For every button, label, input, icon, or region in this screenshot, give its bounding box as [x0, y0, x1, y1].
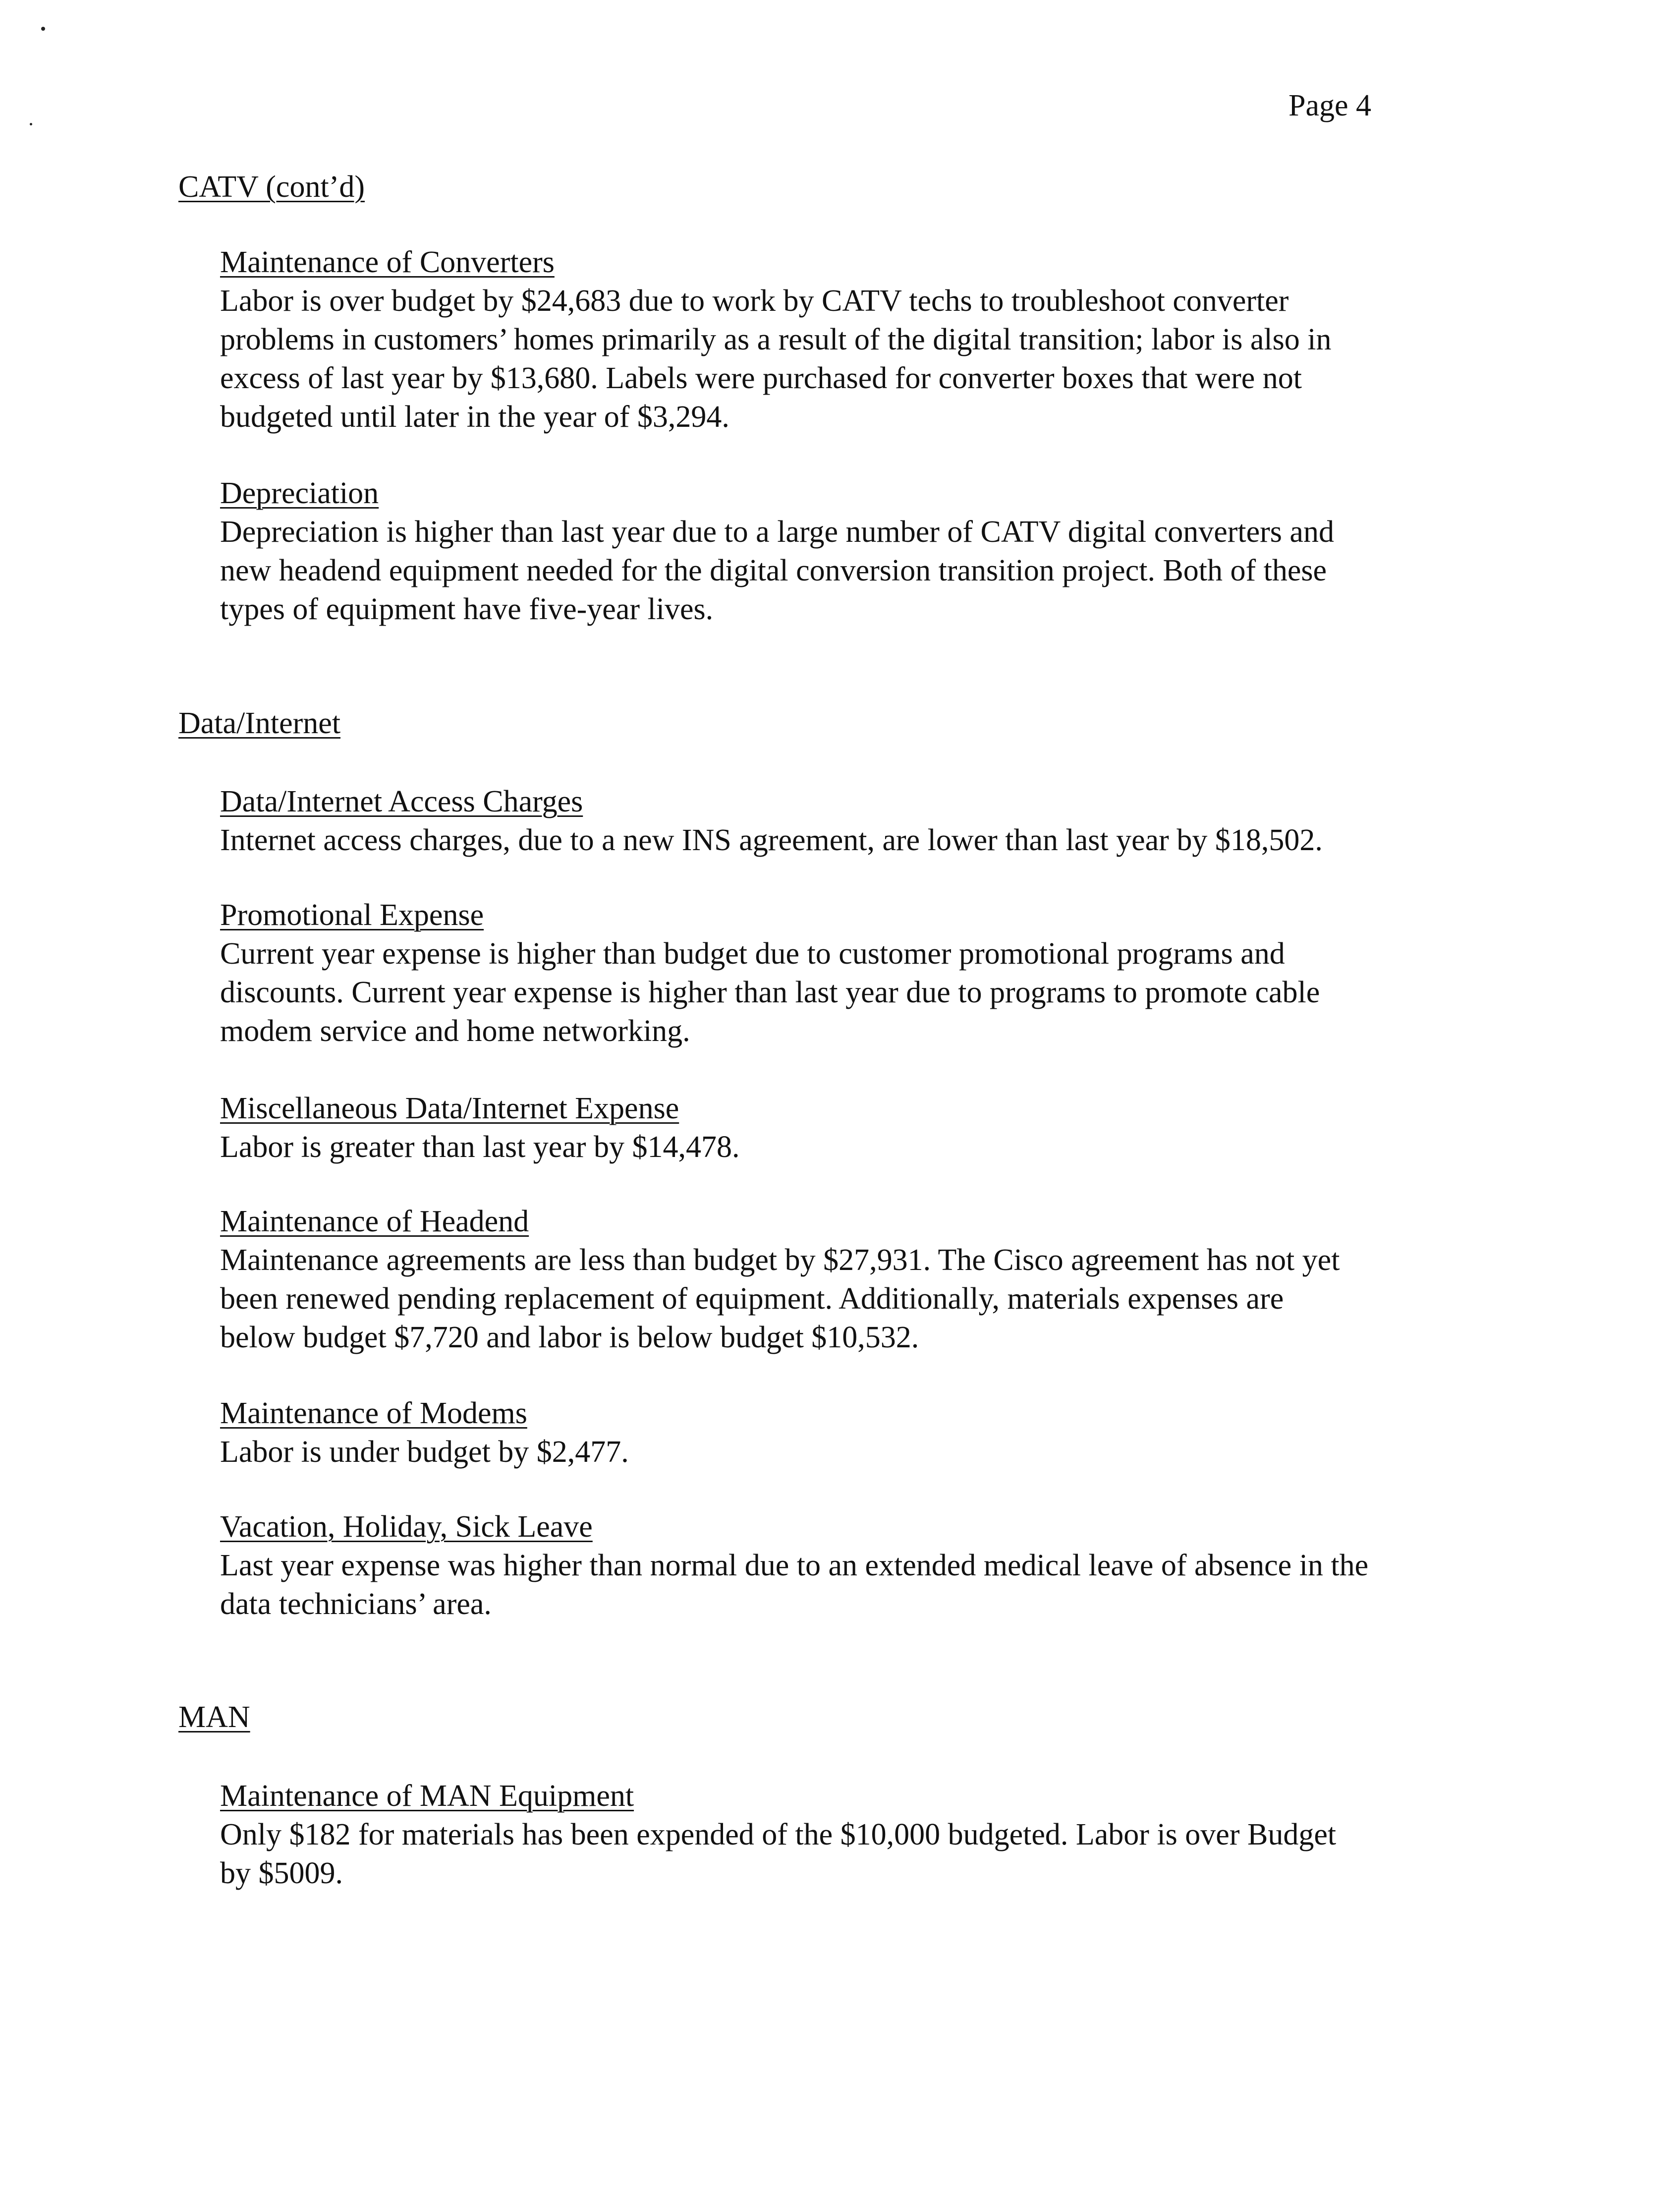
body-text-line: excess of last year by $13,680. Labels were purchased for converter boxes that were not — [220, 361, 1302, 395]
subsection-heading-row — [220, 1777, 1336, 1815]
body-text-line: problems in customers’ homes primarily as a result of the digital transition; labor is also in — [220, 323, 1332, 356]
subsection — [220, 243, 1331, 436]
subsection-heading-row — [220, 1507, 1368, 1546]
body-text-line: Depreciation is higher than last year due to a large number of CATV digital converters and — [220, 515, 1334, 549]
scan-mark — [30, 123, 32, 125]
subsection-heading: Data/Internet Access Charges — [220, 785, 583, 818]
subsection-heading: Maintenance of MAN Equipment — [220, 1779, 634, 1813]
subsection-heading: Maintenance of Modems — [220, 1396, 527, 1430]
section-title: MAN — [178, 1700, 250, 1734]
subsection — [220, 782, 1323, 860]
subsection — [220, 1394, 629, 1471]
subsection — [220, 1089, 740, 1166]
body-text-line: modem service and home networking. — [220, 1014, 690, 1048]
body-text-line: Labor is greater than last year by $14,478. — [220, 1130, 740, 1164]
body-text-line: Labor is over budget by $24,683 due to work by CATV techs to troubleshoot converter — [220, 284, 1289, 318]
page-number: Page 4 — [1288, 89, 1372, 122]
body-text-line: below budget $7,720 and labor is below budget $10,532. — [220, 1321, 919, 1354]
subsection — [220, 1777, 1336, 1893]
body-text-line: types of equipment have five-year lives. — [220, 592, 714, 626]
section-title: Data/Internet — [178, 706, 341, 740]
subsection-heading: Maintenance of Converters — [220, 245, 555, 279]
subsection — [220, 1202, 1340, 1357]
subsection-heading-row — [220, 896, 1320, 934]
subsection-heading: Miscellaneous Data/Internet Expense — [220, 1092, 679, 1125]
scan-mark — [41, 27, 45, 31]
body-text-line: budgeted until later in the year of $3,294. — [220, 400, 729, 434]
section-title: CATV (cont’d) — [178, 170, 365, 204]
body-text-line: been renewed pending replacement of equipment. Additionally, materials expenses are — [220, 1282, 1284, 1316]
subsection-heading: Vacation, Holiday, Sick Leave — [220, 1510, 593, 1544]
body-text-line: Last year expense was higher than normal due to an extended medical leave of absence in the — [220, 1549, 1369, 1582]
subsection-heading-row — [220, 1202, 1340, 1241]
subsection-heading-row — [220, 474, 1334, 513]
subsection-heading-row — [220, 782, 1323, 821]
body-text-line: Maintenance agreements are less than budget by $27,931. The Cisco agreement has not yet — [220, 1243, 1340, 1277]
subsection-heading-row — [220, 1394, 629, 1433]
subsection-heading: Depreciation — [220, 476, 379, 510]
subsection-heading-row — [220, 1089, 740, 1128]
subsection — [220, 896, 1320, 1050]
subsection-heading: Maintenance of Headend — [220, 1205, 529, 1238]
subsection-heading-row — [220, 243, 1331, 282]
body-text-line: Internet access charges, due to a new INS agreement, are lower than last year by $18,502. — [220, 823, 1323, 857]
body-text-line: Current year expense is higher than budget due to customer promotional programs and — [220, 937, 1285, 971]
body-text-line: new headend equipment needed for the digital conversion transition project. Both of these — [220, 554, 1327, 587]
body-text-line: discounts. Current year expense is higher than last year due to programs to promote cable — [220, 976, 1320, 1009]
subsection — [220, 1507, 1368, 1623]
body-text-line: Only $182 for materials has been expended of the $10,000 budgeted. Labor is over Budget — [220, 1818, 1337, 1851]
body-text-line: data technicians’ area. — [220, 1587, 492, 1621]
body-text-line: Labor is under budget by $2,477. — [220, 1435, 629, 1469]
subsection-heading: Promotional Expense — [220, 898, 484, 932]
subsection — [220, 474, 1334, 629]
body-text-line: by $5009. — [220, 1856, 343, 1890]
